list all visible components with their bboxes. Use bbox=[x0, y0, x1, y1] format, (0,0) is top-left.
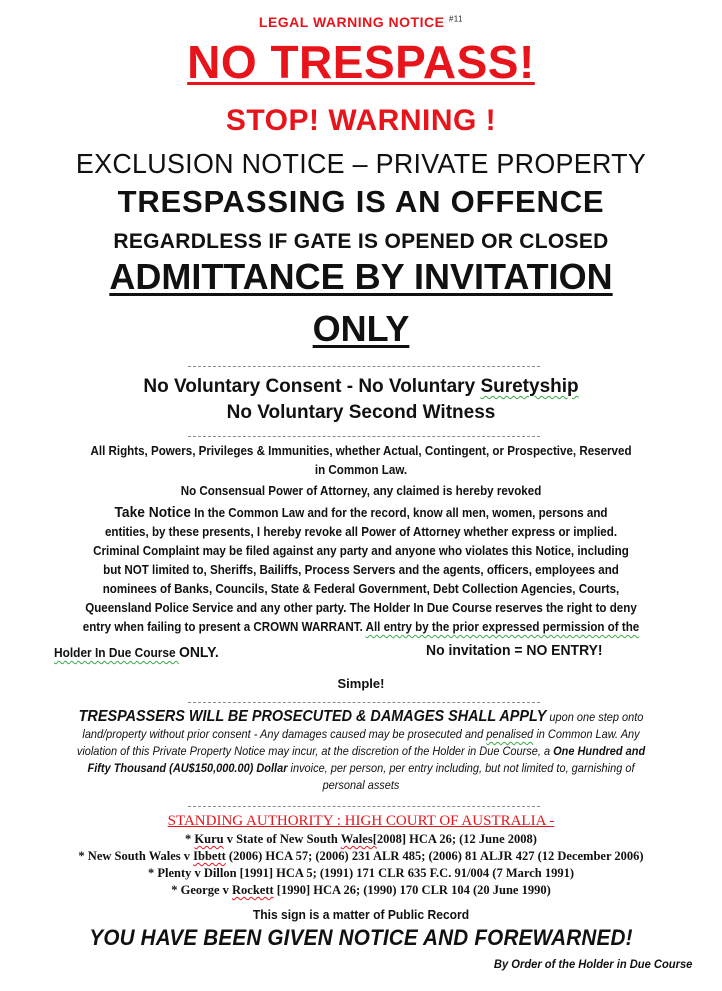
damages-amount: One Hundred and Fifty Thousand (AU$150,000.00) Dollar bbox=[87, 744, 646, 775]
exclusion-notice: EXCLUSION NOTICE – PRIVATE PROPERTY bbox=[75, 148, 647, 179]
case-item: * New South Wales v Ibbett (2006) HCA 57; (2006) 231 ALR 485; (2006) 81 ALJR 427 (12 December 2006) bbox=[78, 849, 644, 863]
admittance-heading: ADMITTANCE BY INVITATION bbox=[109, 256, 613, 297]
legal-warning-label: LEGAL WARNING NOTICE $^{\#11}$ bbox=[258, 14, 464, 30]
forewarned-heading: YOU HAVE BEEN GIVEN NOTICE AND FOREWARNED! bbox=[89, 925, 633, 950]
prosecution-heading: TRESPASSERS WILL BE PROSECUTED & DAMAGES SHALL APPLY bbox=[78, 708, 547, 725]
power-of-attorney-text: No Consensual Power of Attorney, any claimed is hereby revoked bbox=[180, 484, 542, 498]
no-invitation-text: No invitation = NO ENTRY! bbox=[426, 642, 603, 659]
rights-reserved-text: All Rights, Powers, Privileges & Immunities, whether Actual, Contingent, or Prospective, Reserved in Common Law. bbox=[90, 444, 632, 477]
divider bbox=[188, 436, 540, 437]
divider bbox=[188, 806, 540, 807]
case-list bbox=[20, 831, 702, 899]
no-trespass-heading: NO TRESPASS! bbox=[187, 36, 535, 88]
stop-warning-heading: STOP! WARNING ! bbox=[225, 104, 497, 137]
consent-block bbox=[0, 374, 722, 426]
notice-number: #11 bbox=[448, 14, 464, 24]
divider bbox=[188, 366, 540, 367]
divider bbox=[188, 702, 540, 703]
only-heading: ONLY bbox=[312, 308, 410, 349]
holder-only-text: Holder In Due Course ONLY. bbox=[54, 644, 219, 661]
offence-heading: TRESPASSING IS AN OFFENCE bbox=[117, 184, 605, 219]
consent-line-2: No Voluntary Second Witness bbox=[226, 402, 496, 423]
public-record-text: This sign is a matter of Public Record bbox=[252, 907, 470, 922]
order-signature: By Order of the Holder in Due Course bbox=[493, 957, 692, 971]
take-notice-label: Take Notice bbox=[114, 504, 191, 521]
standing-authority-heading: STANDING AUTHORITY : HIGH COURT OF AUSTRALIA - bbox=[167, 813, 555, 829]
case-item: * Plenty v Dillon [1991] HCA 5; (1991) 171 CLR 635 F.C. 91/004 (7 March 1991) bbox=[147, 866, 575, 880]
prosecution-paragraph: TRESPASSERS WILL BE PROSECUTED & DAMAGES SHALL APPLY upon one step onto land/property without prior consent - Any damages caused may be prosecuted and penalised in Common Law. Any violation of this Private Property Notice may incur, at the discretion of the Holder in Due Course, a One Hundred and Fifty Thousand (AU$150,000.00) Dollar invoice, per person, per entry including, but not limited to, garnishing of personal assets bbox=[76, 708, 646, 792]
simple-text: Simple! bbox=[337, 676, 385, 691]
case-item: * Kuru v State of New South Wales[2008] HCA 26; (12 June 2008) bbox=[185, 832, 537, 846]
consent-line-1: No Voluntary Consent - No Voluntary Suretyship bbox=[143, 376, 579, 397]
gate-line: REGARDLESS IF GATE IS OPENED OR CLOSED bbox=[113, 230, 609, 253]
take-notice-paragraph: Take Notice In the Common Law and for the record, know all men, women, persons and entities, by these presents, I hereby revoke all Power of Attorney whether express or implied. Criminal Complaint may be filed against any party and anyone who violates this Notice, including but NOT limited to, Sheriffs, Bailiffs, Process Servers and the agents, officers, employees and nominees of Banks, Councils, State & Federal Government, Debt Collection Agencies, Courts, Queensland Police Service and any other party. The Holder In Due Course reserves the right to deny entry when failing to present a CROWN WARRANT. All entry by the prior expressed permission of the bbox=[82, 504, 640, 634]
case-item: * George v Rockett [1990] HCA 26; (1990) 170 CLR 104 (20 June 1990) bbox=[171, 883, 551, 897]
